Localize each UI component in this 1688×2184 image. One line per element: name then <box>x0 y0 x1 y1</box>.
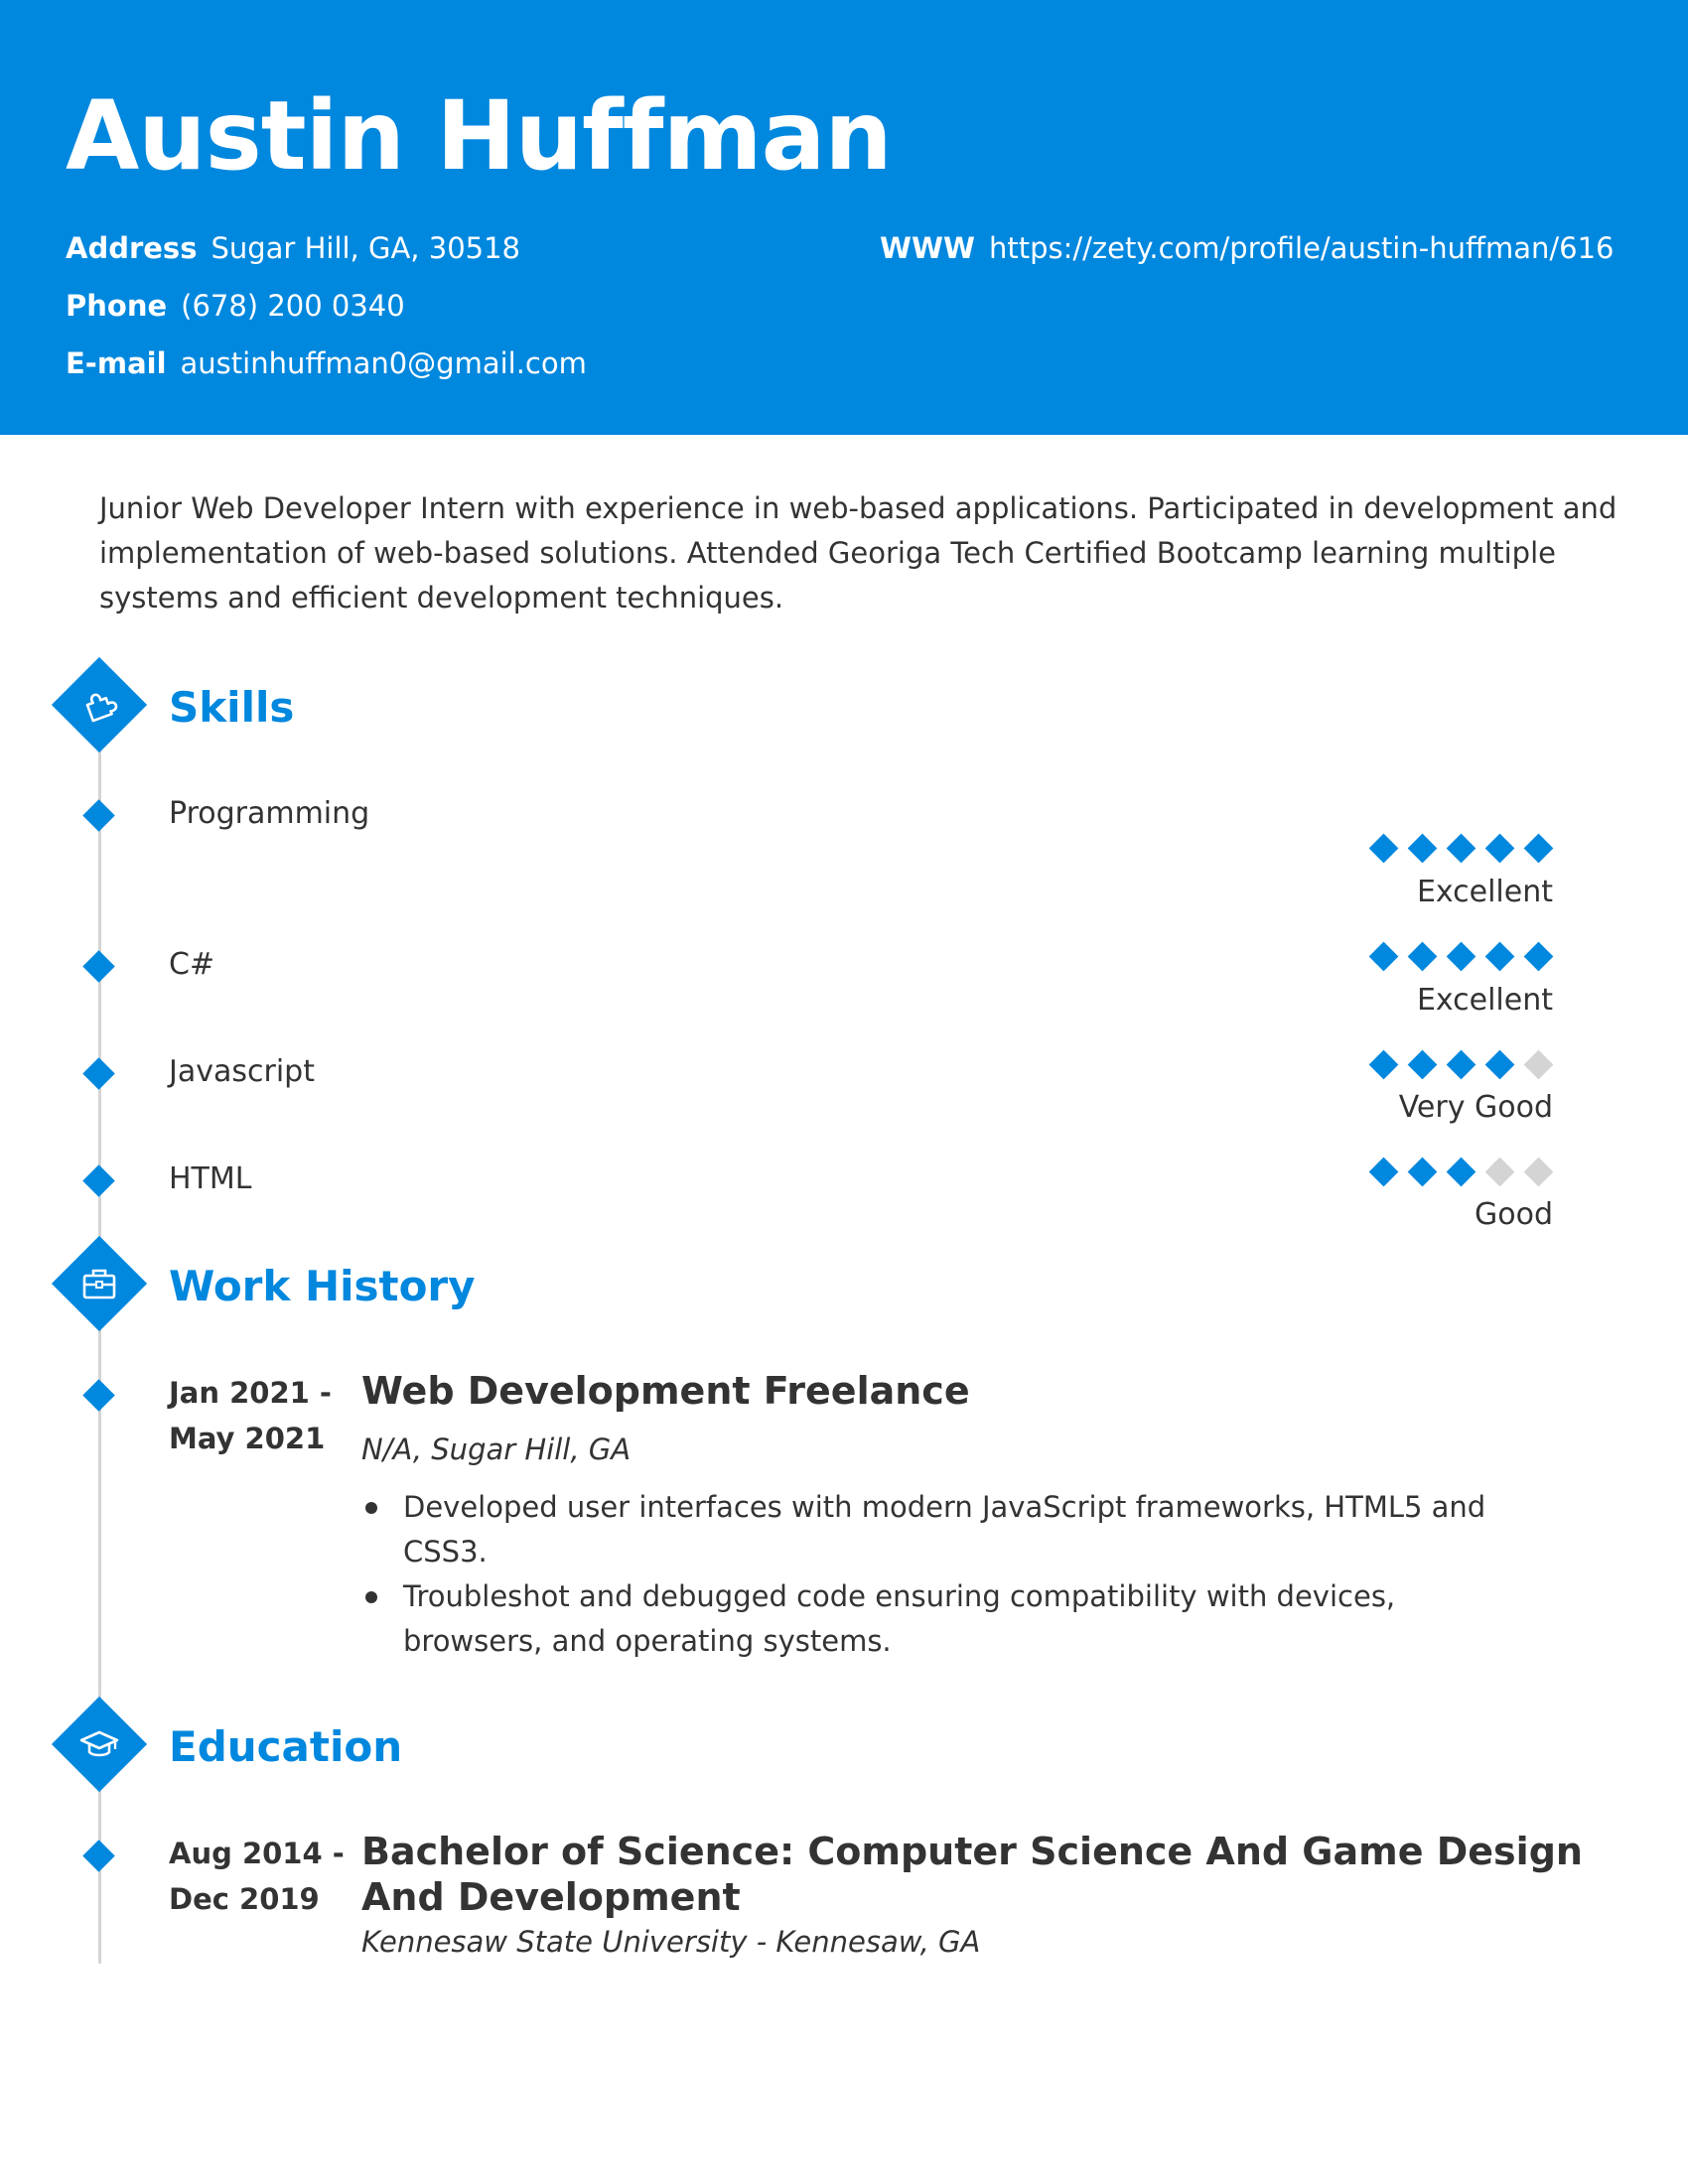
job-date-end: May 2021 <box>169 1422 326 1455</box>
rating-dot-empty <box>1524 1158 1554 1187</box>
education-marker <box>82 1840 115 1872</box>
rating-dot-filled <box>1524 834 1554 864</box>
skill-name: HTML <box>169 1161 252 1196</box>
rating-dot-filled <box>1485 1050 1515 1080</box>
rating-dot-filled <box>1447 1050 1477 1080</box>
rating-dot-filled <box>1369 1050 1399 1080</box>
degree-title: Bachelor of Science: Computer Science And Game Design And Development <box>361 1830 1583 1919</box>
header-banner <box>0 0 1688 435</box>
rating-dot-empty <box>1485 1158 1515 1187</box>
graduation-cap-icon <box>71 1716 127 1772</box>
rating-dot-empty <box>1524 1050 1554 1080</box>
skill-rating <box>1369 834 1553 863</box>
skill-marker <box>82 1057 115 1090</box>
education-dates <box>169 1831 357 1922</box>
skill-marker <box>82 950 115 983</box>
skill-rating <box>1369 1158 1553 1186</box>
job-duties-list <box>361 1485 1533 1664</box>
school-name: Kennesaw State University - Kennesaw, GA <box>361 1925 981 1959</box>
skill-rating-label: Excellent <box>1416 875 1553 909</box>
job-title: Web Development Freelance <box>361 1369 970 1413</box>
skill-name: C# <box>169 947 215 982</box>
rating-dot-filled <box>1485 942 1515 972</box>
skill-marker <box>82 1164 115 1197</box>
job-duty: Developed user interfaces with modern JavaScript frameworks, HTML5 and CSS3. <box>361 1485 1533 1574</box>
contact-www <box>880 228 1614 268</box>
email-value[interactable]: austinhuffman0@gmail.com <box>180 346 587 380</box>
address-value: Sugar Hill, GA, 30518 <box>211 231 520 265</box>
rating-dot-filled <box>1485 834 1515 864</box>
rating-dot-filled <box>1408 942 1438 972</box>
skill-rating <box>1369 942 1553 971</box>
contact-phone <box>66 286 405 326</box>
rating-dot-filled <box>1369 1158 1399 1187</box>
education-title: Education <box>169 1722 403 1771</box>
www-link[interactable]: https://zety.com/profile/austin-huffman/616 <box>988 231 1615 265</box>
phone-value: (678) 200 0340 <box>181 289 405 323</box>
skills-title: Skills <box>169 683 295 732</box>
rating-dot-filled <box>1524 942 1554 972</box>
skill-rating <box>1369 1050 1553 1079</box>
rating-dot-filled <box>1408 834 1438 864</box>
job-marker <box>82 1379 115 1412</box>
email-label: E-mail <box>66 346 167 380</box>
education-date-end: Dec 2019 <box>169 1882 320 1916</box>
skill-rating-label: Excellent <box>1416 983 1553 1018</box>
www-label: WWW <box>880 231 975 265</box>
education-date-start: Aug 2014 - <box>169 1837 345 1870</box>
contact-address <box>66 228 520 268</box>
job-dates <box>169 1370 357 1461</box>
professional-summary: Junior Web Developer Intern with experience in web-based applications. Participated in development and implementation of web-based solutions. Attended Georiga Tech Certified Bootcamp learning multiple systems and efficient development techniques. <box>99 491 1618 614</box>
job-date-start: Jan 2021 - <box>169 1376 332 1410</box>
job-duty: Troubleshot and debugged code ensuring compatibility with devices, browsers, and operating systems. <box>361 1574 1533 1664</box>
rating-dot-filled <box>1447 942 1477 972</box>
job-company: N/A, Sugar Hill, GA <box>361 1433 632 1466</box>
puzzle-icon <box>71 677 127 733</box>
address-label: Address <box>66 231 198 265</box>
skill-rating-label: Very Good <box>1398 1090 1553 1125</box>
rating-dot-filled <box>1369 834 1399 864</box>
rating-dot-filled <box>1447 834 1477 864</box>
skill-marker <box>82 799 115 832</box>
rating-dot-filled <box>1369 942 1399 972</box>
skill-rating-label: Good <box>1475 1197 1553 1232</box>
skill-name: Programming <box>169 796 370 831</box>
contact-email <box>66 343 587 383</box>
rating-dot-filled <box>1447 1158 1477 1187</box>
briefcase-icon <box>71 1256 127 1311</box>
rating-dot-filled <box>1408 1050 1438 1080</box>
rating-dot-filled <box>1408 1158 1438 1187</box>
work-history-title: Work History <box>169 1262 476 1310</box>
candidate-name: Austin Huffman <box>66 80 892 192</box>
skill-name: Javascript <box>169 1054 315 1089</box>
phone-label: Phone <box>66 289 168 323</box>
